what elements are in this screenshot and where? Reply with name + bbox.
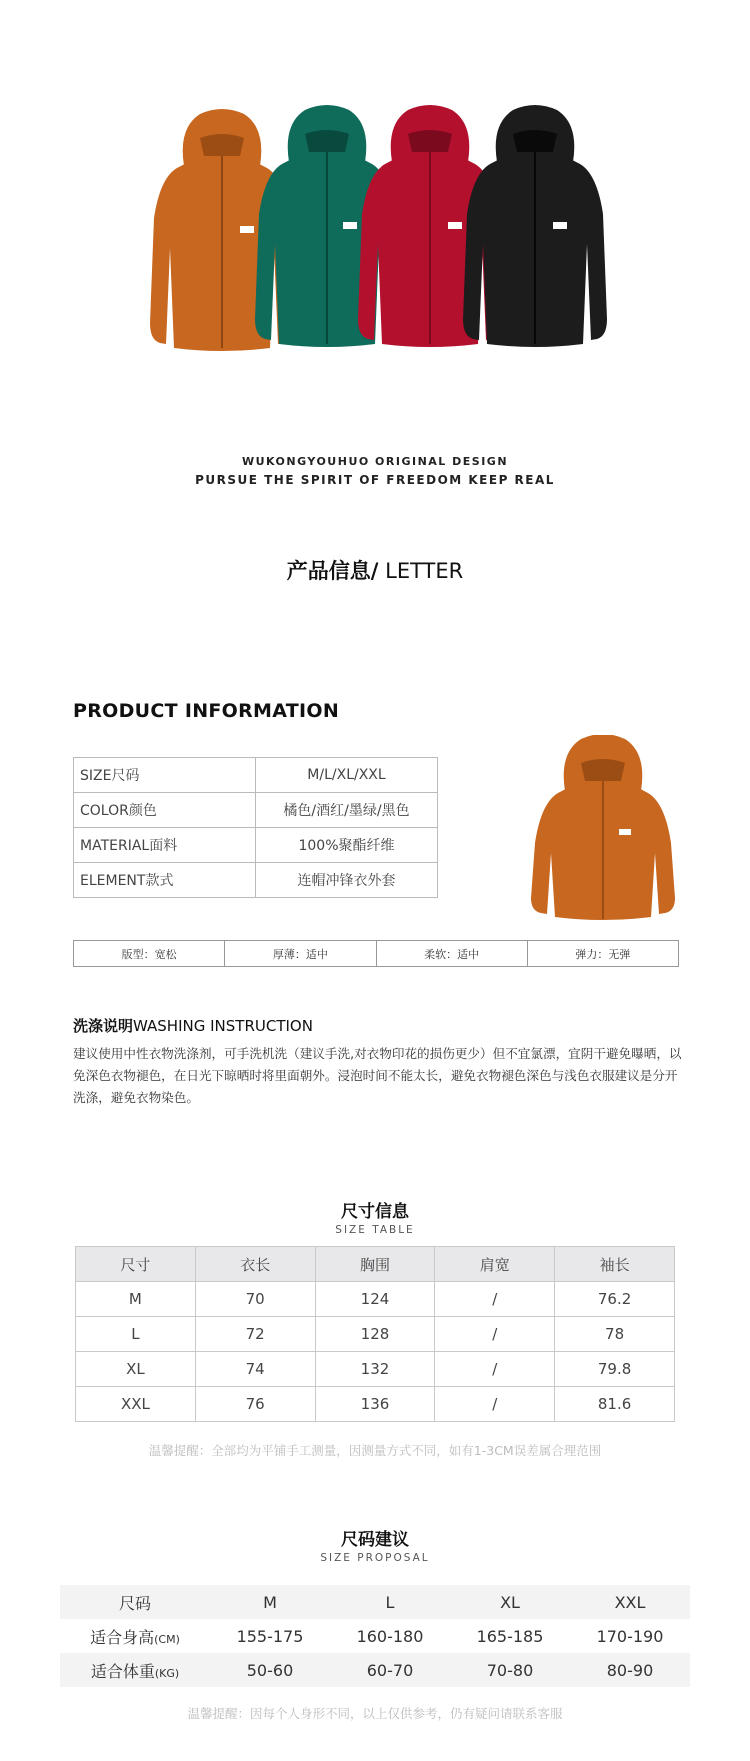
table-row <box>76 1317 675 1352</box>
table-cell: 76 <box>195 1387 315 1422</box>
column-header: 肩宽 <box>435 1247 555 1282</box>
attribute-fit: 版型：宽松 <box>74 941 225 967</box>
table-cell: L <box>76 1317 196 1352</box>
table-cell: L <box>330 1585 450 1619</box>
table-cell: 70-80 <box>450 1653 570 1687</box>
washing-title-en: WASHING INSTRUCTION <box>133 1017 313 1035</box>
washing-instruction-text: 建议使用中性衣物洗涤剂，可手洗机洗（建议手洗,对衣物印花的损伤更少）但不宜氯漂，宜阴干避免曝晒，以免深色衣物褪色，在日光下晾晒时将里面朝外。浸泡时间不能太长，避免衣物褪色深色与浅色衣服建议是分开洗涤，避免衣物染色。 <box>73 1046 682 1105</box>
info-key: COLOR颜色 <box>74 793 256 828</box>
column-header: 袖长 <box>555 1247 675 1282</box>
size-table-title <box>0 1197 750 1236</box>
product-information-heading: PRODUCT INFORMATION <box>73 700 340 722</box>
table-cell: / <box>435 1282 555 1317</box>
table-cell: 76.2 <box>555 1282 675 1317</box>
info-key: SIZE尺码 <box>74 758 256 793</box>
table-cell: M <box>76 1282 196 1317</box>
brand-tagline: WUKONGYOUHUO ORIGINAL DESIGN <box>241 455 509 468</box>
table-cell: 132 <box>315 1352 435 1387</box>
weight-label: 适合体重 <box>90 1661 155 1681</box>
info-title-en: LETTER <box>378 559 464 583</box>
washing-title-cn: 洗涤说明 <box>73 1017 134 1035</box>
row-label <box>60 1653 210 1687</box>
table-cell: XXL <box>76 1387 196 1422</box>
column-header: 胸围 <box>315 1247 435 1282</box>
size-proposal-title-en: SIZE PROPOSAL <box>320 1552 430 1564</box>
attribute-elasticity: 弹力：无弹 <box>527 941 678 967</box>
table-cell: 80-90 <box>570 1653 690 1687</box>
table-cell: 124 <box>315 1282 435 1317</box>
table-cell: 165-185 <box>476 1626 544 1646</box>
table-cell: / <box>435 1317 555 1352</box>
size-table <box>75 1246 675 1422</box>
table-cell: 74 <box>195 1352 315 1387</box>
table-row <box>74 941 679 967</box>
info-title-cn: 产品信息/ <box>286 559 379 583</box>
size-table-title-cn: 尺寸信息 <box>341 1202 409 1222</box>
size-table-title-en: SIZE TABLE <box>335 1224 415 1236</box>
table-cell: 78 <box>555 1317 675 1352</box>
table-header-row <box>60 1585 690 1619</box>
product-info-table <box>73 757 438 898</box>
table-row <box>60 1653 690 1687</box>
row-label: 尺码 <box>60 1585 210 1619</box>
table-cell: 72 <box>195 1317 315 1352</box>
table-cell: M <box>210 1585 330 1619</box>
weight-unit: (KG) <box>154 1666 180 1680</box>
hero-jackets-image <box>0 0 750 400</box>
table-cell: XXL <box>570 1585 690 1619</box>
table-row <box>76 1282 675 1317</box>
info-key: MATERIAL面料 <box>74 828 256 863</box>
height-label: 适合身高 <box>90 1627 155 1647</box>
info-value: 100%聚酯纤维 <box>256 828 438 863</box>
table-cell: XL <box>450 1585 570 1619</box>
size-proposal-table <box>60 1585 690 1687</box>
jacket-black <box>463 105 607 347</box>
size-proposal-note: 温馨提醒：因每个人身形不同，以上仅供参考，仍有疑问请联系客服 <box>187 1706 563 1721</box>
measurement-note: 温馨提醒：全部均为平铺手工测量，因测量方式不同，如有1-3CM误差属合理范围 <box>148 1443 602 1458</box>
table-cell: 81.6 <box>555 1387 675 1422</box>
table-cell: 128 <box>315 1317 435 1352</box>
info-value: 橘色/酒红/墨绿/黑色 <box>256 793 438 828</box>
table-cell: / <box>435 1387 555 1422</box>
table-cell: 50-60 <box>210 1653 330 1687</box>
attributes-table <box>73 940 679 967</box>
table-cell: 70 <box>195 1282 315 1317</box>
info-value: 连帽冲锋衣外套 <box>256 863 438 898</box>
table-cell: XL <box>76 1352 196 1387</box>
size-proposal-title-cn: 尺码建议 <box>341 1530 409 1550</box>
attribute-thickness: 厚薄：适中 <box>225 941 376 967</box>
table-cell: 170-190 <box>596 1626 664 1646</box>
info-value: M/L/XL/XXL <box>256 758 438 793</box>
table-cell: / <box>435 1352 555 1387</box>
table-cell: 79.8 <box>555 1352 675 1387</box>
table-cell: 60-70 <box>330 1653 450 1687</box>
column-header: 衣长 <box>195 1247 315 1282</box>
slogan-tagline: PURSUE THE SPIRIT OF FREEDOM KEEP REAL <box>195 473 555 487</box>
attribute-softness: 柔软：适中 <box>376 941 527 967</box>
table-cell: 136 <box>315 1387 435 1422</box>
table-header-row <box>76 1247 675 1282</box>
table-cell: 160-180 <box>356 1626 424 1646</box>
column-header: 尺寸 <box>76 1247 196 1282</box>
table-row <box>74 828 438 863</box>
height-unit: (CM) <box>154 1632 180 1646</box>
table-row <box>74 758 438 793</box>
table-row <box>74 863 438 898</box>
section-title-product-info <box>0 555 750 585</box>
table-cell: 155-175 <box>236 1626 304 1646</box>
table-row <box>60 1619 690 1653</box>
size-proposal-title <box>0 1525 750 1564</box>
table-row <box>76 1387 675 1422</box>
product-thumbnail-image <box>528 735 678 920</box>
table-row <box>76 1352 675 1387</box>
table-row <box>74 793 438 828</box>
washing-instruction-heading <box>73 1015 313 1036</box>
info-key: ELEMENT款式 <box>74 863 256 898</box>
row-label <box>60 1619 210 1653</box>
